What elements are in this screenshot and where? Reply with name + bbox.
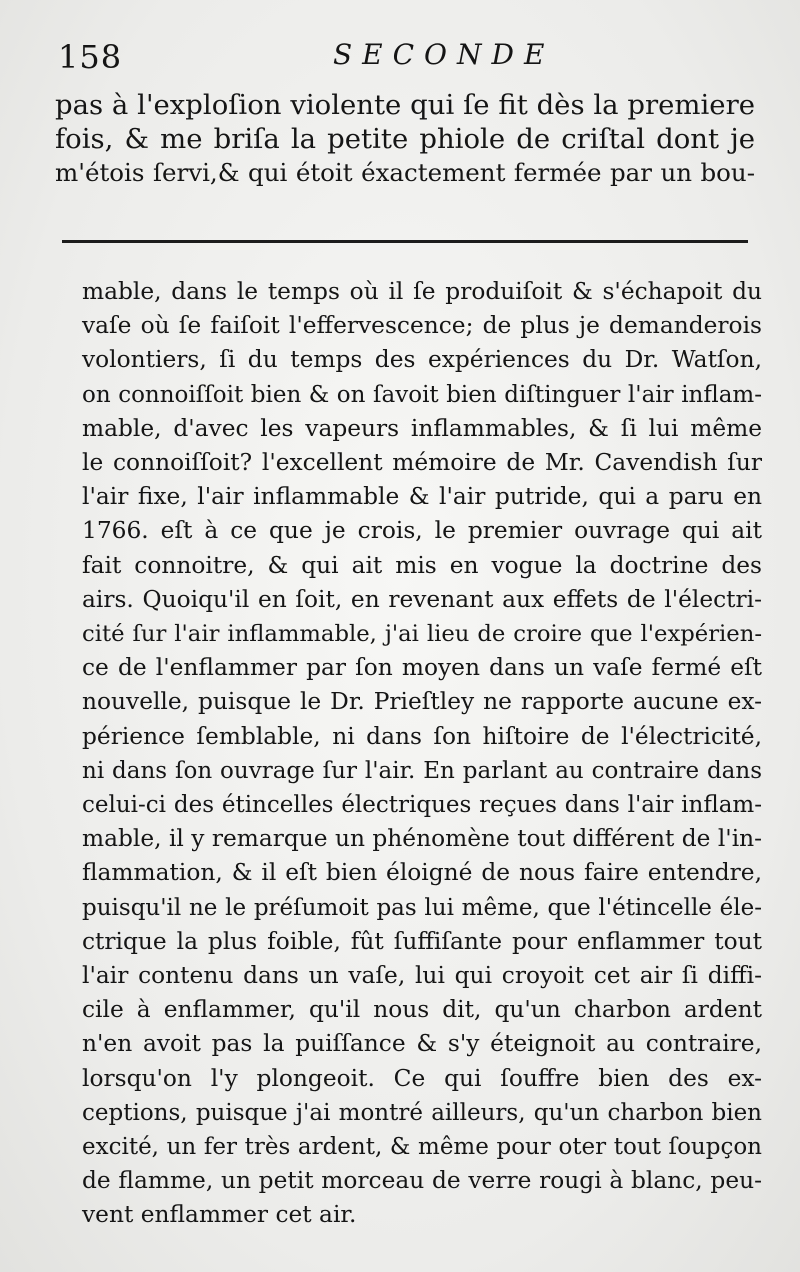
text-line: vaſe où ſe faiſoit l'effervescence; de plus je demanderois bbox=[82, 312, 762, 340]
main-text-continuation bbox=[55, 88, 755, 190]
text-line: ni dans ſon ouvrage ſur l'air. En parlant au contraire dans bbox=[82, 757, 762, 784]
text-line: pas à l'exploſion violente qui ſe fit dès la premiere bbox=[55, 89, 755, 121]
text-line: flammation, & il eſt bien éloigné de nous faire entendre, bbox=[82, 859, 762, 887]
text-line: mable, il y remarque un phénomène tout différent de l'in- bbox=[82, 825, 763, 853]
text-line: fois, & me briſa la petite phiole de criſtal dont je bbox=[55, 123, 755, 155]
text-line: excité, un fer très ardent, & même pour oter tout ſoupçon bbox=[82, 1134, 762, 1161]
text-line: ceptions, puisque j'ai montré ailleurs, qu'un charbon bien bbox=[82, 1099, 762, 1126]
text-line: mable, dans le temps où il ſe produiſoit & s'échapoit du bbox=[82, 278, 762, 305]
text-line: ce de l'enflammer par ſon moyen dans un vaſe fermé eſt bbox=[82, 654, 762, 682]
text-line: volontiers, ſi du temps des expériences du Dr. Watſon, bbox=[82, 346, 762, 374]
text-line: cile à enflammer, qu'il nous dit, qu'un charbon ardent bbox=[82, 996, 762, 1024]
text-line: on connoiſſoit bien & on ſavoit bien diſtinguer l'air inflam- bbox=[82, 381, 762, 408]
running-title: SECONDE bbox=[333, 38, 555, 71]
text-line: périence ſemblable, ni dans ſon hiſtoire de l'électricité, bbox=[82, 722, 762, 750]
text-line: de flamme, un petit morceau de verre rougi à blanc, peu- bbox=[82, 1167, 762, 1195]
text-line: fait connoitre, & qui ait mis en vogue la doctrine des bbox=[82, 551, 762, 579]
text-line: vent enflammer cet air. bbox=[82, 1201, 357, 1229]
page-header bbox=[48, 30, 748, 80]
text-line: n'en avoit pas la puiſſance & s'y éteignoit au contraire, bbox=[82, 1030, 762, 1058]
text-line: cité ſur l'air inflammable, j'ai lieu de croire que l'expérien- bbox=[82, 621, 762, 648]
text-line: puisqu'il ne le préſumoit pas lui même, que l'étincelle éle- bbox=[82, 894, 762, 921]
text-line: l'air fixe, l'air inflammable & l'air putride, qui a paru en bbox=[82, 483, 762, 511]
footnote-text bbox=[82, 275, 762, 1233]
text-line: ctrique la plus foible, fût ſuffiſante pour enflammer tout bbox=[82, 927, 762, 955]
text-line: celui-ci des étincelles électriques reçues dans l'air inflam- bbox=[82, 792, 762, 819]
text-line: airs. Quoiqu'il en ſoit, en revenant aux effets de l'électri- bbox=[82, 585, 762, 613]
horizontal-rule bbox=[62, 240, 748, 243]
text-line: m'étois ſervi,& qui étoit éxactement fermée par un bou- bbox=[55, 158, 755, 187]
text-line: l'air contenu dans un vaſe, lui qui croyoit cet air ſi diffi- bbox=[82, 962, 762, 990]
text-line: 1766. eſt à ce que je crois, le premier ouvrage qui ait bbox=[82, 517, 762, 545]
text-line: le connoiſſoit? l'excellent mémoire de Mr. Cavendish ſur bbox=[82, 449, 762, 477]
text-line: lorsqu'on l'y plongeoit. Ce qui ſouffre bien des ex- bbox=[82, 1064, 762, 1092]
text-line: nouvelle, puisque le Dr. Prieſtley ne rapporte aucune ex- bbox=[82, 688, 762, 716]
page-number: 158 bbox=[58, 38, 123, 76]
text-line: mable, d'avec les vapeurs inflammables, & ſi lui même bbox=[82, 414, 762, 442]
